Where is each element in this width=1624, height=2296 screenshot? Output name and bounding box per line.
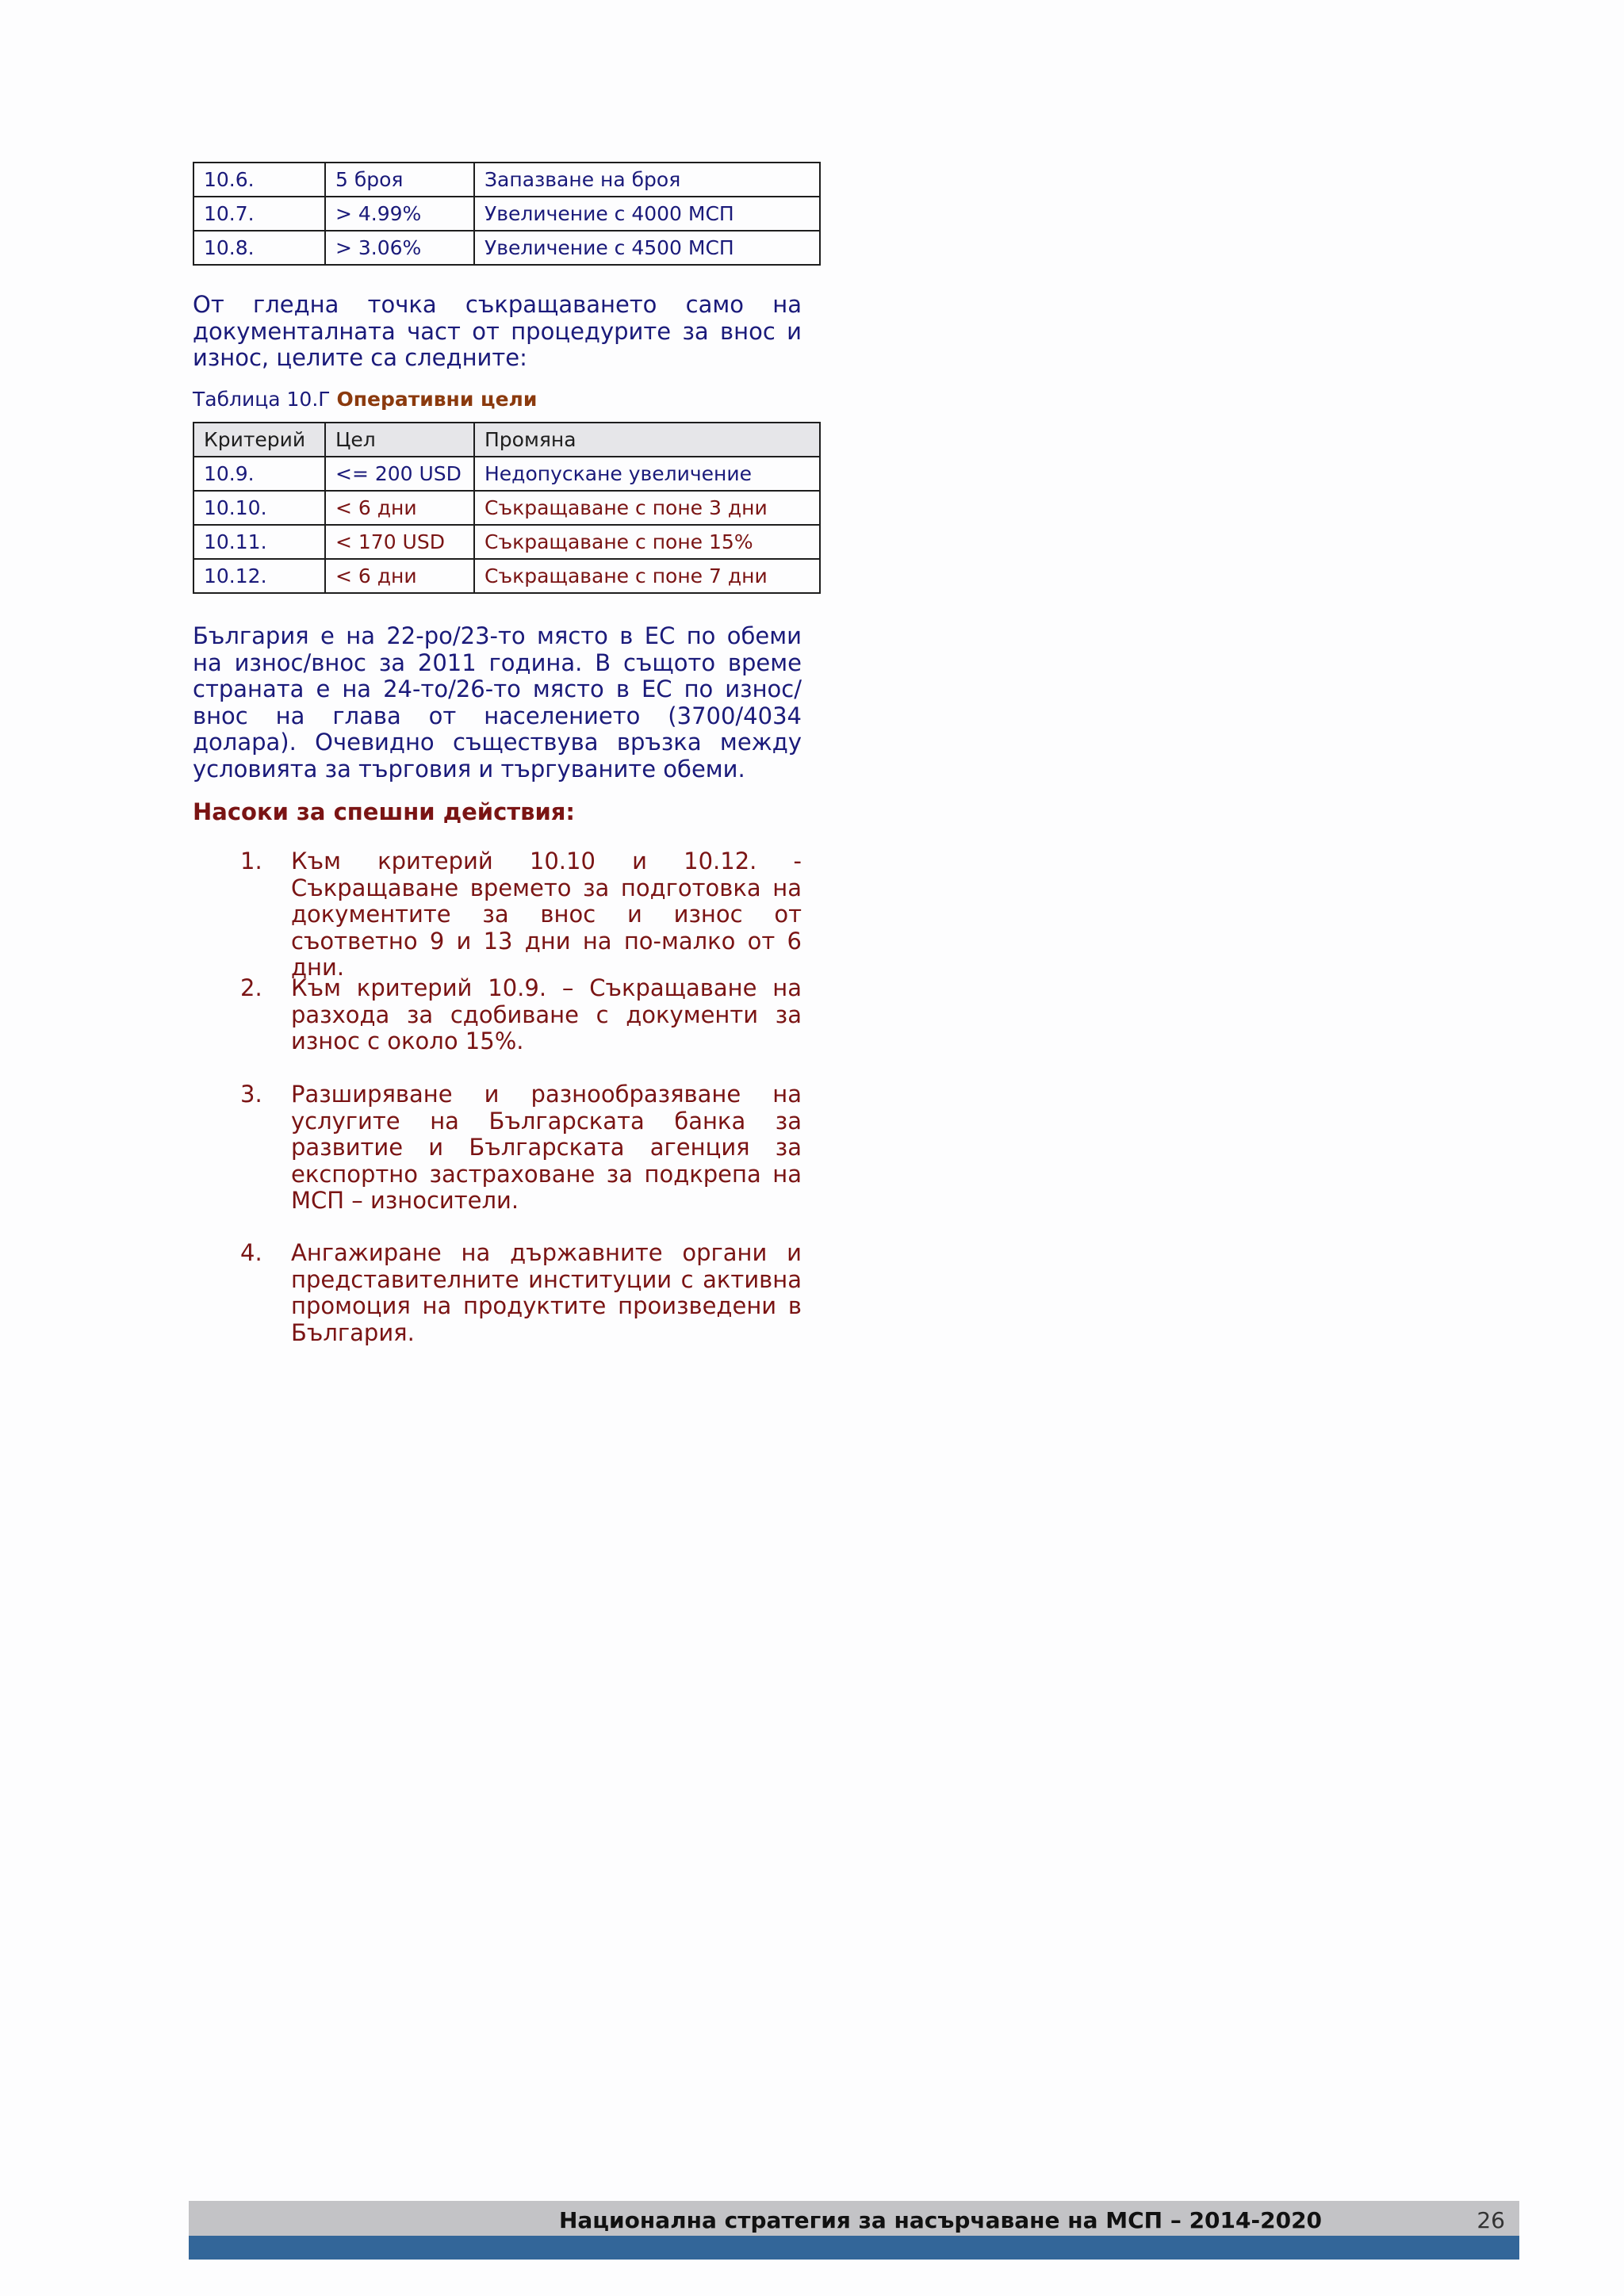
cell-criterion: 10.9. [193,457,325,491]
cell-goal: 5 броя [325,163,474,197]
table-header-row [193,423,820,457]
cell-goal: <= 200 USD [325,457,474,491]
cell-change: Съкращаване с поне 3 дни [474,491,820,525]
cell-goal: < 6 дни [325,491,474,525]
cell-goal: > 3.06% [325,231,474,265]
cell-criterion: 10.6. [193,163,325,197]
footer-bar [189,2236,1519,2260]
intro-paragraph: От гледна точка съкращаването само на документалната част от процедурите за внос и износ, целите са следните: [193,291,802,371]
actions-heading: Насоки за спешни действия: [193,798,576,825]
cell-goal: < 170 USD [325,525,474,559]
cell-change: Съкращаване с поне 15% [474,525,820,559]
list-item-number: 1. [240,848,262,874]
table-row [193,231,820,265]
caption-title: Оперативни цели [336,388,538,411]
table-operational-goals [193,422,821,594]
cell-criterion: 10.7. [193,197,325,231]
caption-prefix: Таблица 10.Г [193,388,331,411]
cell-change: Съкращаване с поне 7 дни [474,559,820,593]
header-change: Промяна [474,423,820,457]
table-row [193,559,820,593]
list-item-number: 4. [240,1239,262,1266]
list-item-text: Към критерий 10.9. – Съкращаване на разхода за сдобиване с документи за износ с около 15%. [291,974,802,1054]
table-row [193,163,820,197]
cell-change: Увеличение с 4000 МСП [474,197,820,231]
list-item-number: 3. [240,1081,262,1108]
list-item-text: Ангажиране на държавните органи и представителните институции с активна промоция на продуктите произведени в България. [291,1239,802,1346]
list-item-text: Към критерий 10.10 и 10.12. - Съкращаване времето за подготовка на документите за внос и износ от съответно 9 и 13 дни на по-малко от 6 дни. [291,848,802,981]
table-top [193,162,821,266]
cell-criterion: 10.8. [193,231,325,265]
table-row [193,197,820,231]
cell-goal: < 6 дни [325,559,474,593]
cell-criterion: 10.11. [193,525,325,559]
table-caption [193,388,537,411]
cell-criterion: 10.10. [193,491,325,525]
bulgaria-paragraph: България е на 22-ро/23-то място в ЕС по обеми на износ/внос за 2011 година. В същото време страната е на 24-то/26-то място в ЕС по износ/внос на глава от населението (3700/4034 долара). Очевидно съществува връзка между условията за търговия и търгуваните обеми. [193,622,802,783]
list-item-number: 2. [240,974,262,1001]
cell-criterion: 10.12. [193,559,325,593]
cell-change: Увеличение с 4500 МСП [474,231,820,265]
page-number: 26 [1477,2207,1505,2233]
table-row [193,457,820,491]
table-row [193,491,820,525]
list-item-text: Разширяване и разнообразяване на услугите на Българската банка за развитие и Българската агенция за експортно застраховане за подкрепа на МСП – износители. [291,1081,802,1214]
header-goal: Цел [325,423,474,457]
cell-goal: > 4.99% [325,197,474,231]
table-row [193,525,820,559]
cell-change: Запазване на броя [474,163,820,197]
footer-title: Национална стратегия за насърчаване на МСП – 2014-2020 [558,2207,1323,2233]
page-footer [189,2201,1519,2236]
header-criterion: Критерий [193,423,325,457]
cell-change: Недопускане увеличение [474,457,820,491]
